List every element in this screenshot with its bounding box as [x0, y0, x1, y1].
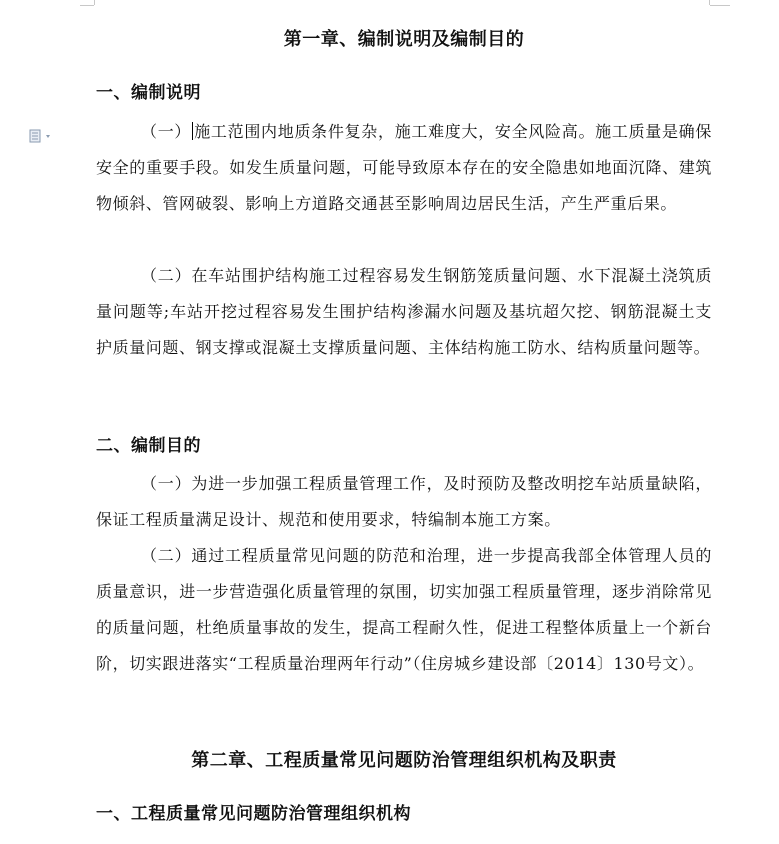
page-corner-vline-right [709, 0, 710, 5]
paragraph-purpose-1: （一）为进一步加强工程质量管理工作，及时预防及整改明挖车站质量缺陷，保证工程质量满足设计、规范和使用要求，特编制本施工方案。 [96, 474, 712, 529]
page-corner-vline-left [94, 0, 95, 5]
document-dropdown-icon[interactable] [29, 128, 55, 142]
paragraph-number: （一） [141, 122, 192, 141]
chapter-2-title: 第二章、工程质量常见问题防治管理组织机构及职责 [191, 750, 617, 771]
section-organization-title: 一、工程质量常见问题防治管理组织机构 [96, 804, 411, 824]
section-compile-description-title: 一、编制说明 [96, 83, 201, 103]
paragraph-text: 施工范围内地质条件复杂，施工难度大，安全风险高。施工质量是确保安全的重要手段。如发生质量问题，可能导致原本存在的安全隐患如地面沉降、建筑物倾斜、管网破裂、影响上方道路交通甚至影响周边居民生活，产生严重后果。 [96, 122, 712, 213]
paragraph-description-1 [96, 114, 712, 222]
paragraph-purpose-2: （二）通过工程质量常见问题的防范和治理，进一步提高我部全体管理人员的质量意识，进一步营造强化质量管理的氛围，切实加强工程质量管理，逐步消除常见的质量问题，杜绝质量事故的发生，提高工程耐久性，促进工程整体质量上一个新台阶，切实跟进落实“工程质量治理两年行动”（住房城乡建设部〔2014〕130号文）。 [96, 546, 712, 673]
chapter-1-title: 第一章、编制说明及编制目的 [283, 29, 525, 50]
page-corner-mark-right [710, 0, 730, 6]
paragraph-description-2: （二）在车站围护结构施工过程容易发生钢筋笼质量问题、水下混凝土浇筑质量问题等;车站开挖过程容易发生围护结构渗漏水问题及基坑超欠挖、钢筋混凝土支护质量问题、钢支撑或混凝土支撑质量问题、主体结构施工防水、结构质量问题等。 [96, 266, 712, 357]
section-compile-purpose-title: 二、编制目的 [96, 436, 201, 456]
page-corner-mark-left [80, 0, 94, 6]
text-cursor [192, 122, 193, 140]
